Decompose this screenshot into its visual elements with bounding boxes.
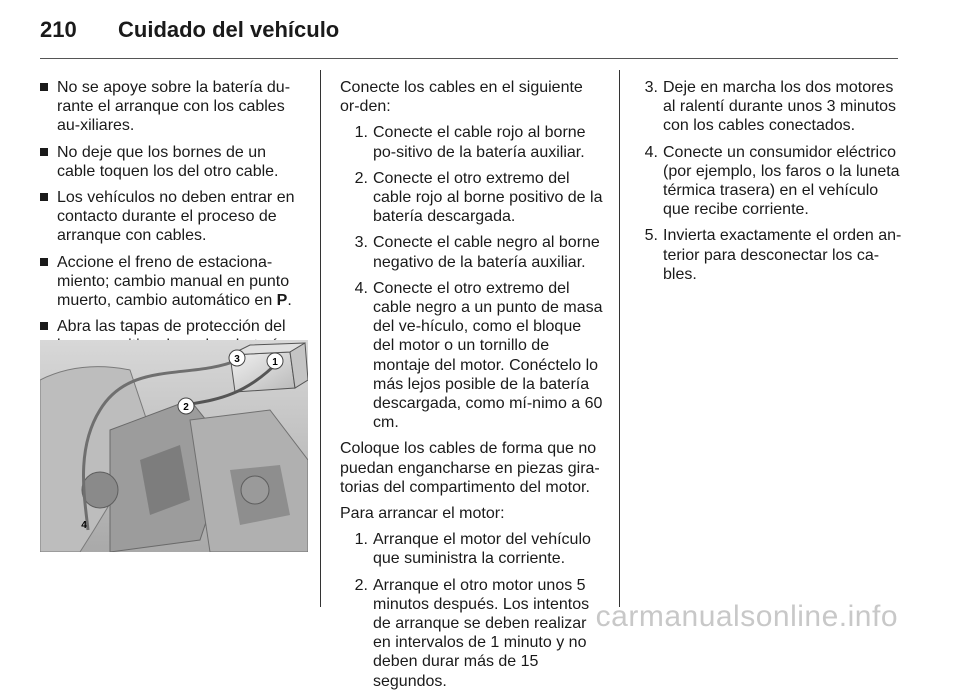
bullet-item: Accione el freno de estaciona-miento; cambio manual en punto muerto, cambio automático en P. <box>40 253 308 311</box>
column-3 <box>638 78 906 291</box>
list-item: 5. Invierta exactamente el orden an-terior para desconectar los ca-bles. <box>644 227 902 283</box>
bullet-item: Abra las tapas de protección del <box>40 317 308 355</box>
figure-marker-4 <box>81 520 87 531</box>
list-item: 1. Conecte el cable rojo al borne po-sitivo de la batería auxiliar. <box>354 124 586 161</box>
list-item: 2. Conecte el otro extremo del cable rojo al borne positivo de la batería descargada. <box>354 169 603 226</box>
list-item: 3. Deje en marcha los dos motores al ralentí durante unos 3 minutos con los cables conectados. <box>644 79 897 135</box>
bullet-square-icon <box>40 258 48 266</box>
column-1 <box>40 78 308 363</box>
list-item: 2. Arranque el otro motor unos 5 minutos después. Los intentos de arranque se deben realizar en intervalos de 1 minuto y no deben durar más de 15 segundos. <box>354 576 590 690</box>
list-item: 4. Conecte el otro extremo del cable negro a un punto de masa del ve-hículo, como el bloque del motor o un tornillo de montaje del motor. Conéctelo lo más lejos posible de la batería descargada, como mí-nimo a 60 cm. <box>354 279 603 432</box>
start-steps <box>340 530 605 691</box>
column-divider-2 <box>619 70 620 607</box>
list-item: 4. Conecte un consumidor eléctrico (por ejemplo, los faros o la luneta térmica trasera) en el vehículo que recibe corriente. <box>644 143 900 219</box>
figure-marker-3 <box>229 350 245 366</box>
bullet-item: No se apoye sobre la batería du-rante el arranque con los cables au-xiliares. <box>40 78 308 136</box>
engine-bay-drawing <box>40 340 308 552</box>
watermark: carmanualsonline.info <box>595 600 898 633</box>
gear-p: P <box>276 292 288 310</box>
page-number: 210 <box>40 17 77 42</box>
column-divider-1 <box>320 70 321 607</box>
figure-marker-1 <box>267 353 283 369</box>
svg-text:2: 2 <box>183 402 189 413</box>
bullet-item: Los vehículos no deben entrar en contacto durante el proceso de arranque con cables. <box>40 188 308 246</box>
list-item: 3. Conecte el cable negro al borne negativo de la batería auxiliar. <box>354 234 600 271</box>
start-engine-intro: Para arrancar el motor: <box>340 505 505 523</box>
bullet-square-icon <box>40 193 48 201</box>
bullet-square-icon <box>40 322 48 330</box>
page-header <box>40 10 339 50</box>
svg-text:1: 1 <box>272 357 278 368</box>
svg-text:3: 3 <box>234 354 240 365</box>
column-2 <box>340 78 605 698</box>
svg-text:4: 4 <box>81 520 87 531</box>
cable-placement-paragraph: Coloque los cables de forma que no puedan engancharse en piezas gira-torias del compartimento del motor. <box>340 440 600 496</box>
connection-steps <box>340 123 605 432</box>
bullet-square-icon <box>40 83 48 91</box>
continuation-steps <box>638 78 906 284</box>
page-title: Cuidado del vehículo <box>118 17 340 42</box>
figure-marker-2 <box>178 398 194 414</box>
bullet-square-icon <box>40 148 48 156</box>
bullet-item: No deje que los bornes de un cable toquen los del otro cable. <box>40 143 308 181</box>
header-rule <box>40 58 898 59</box>
list-item: 1. Arranque el motor del vehículo que suministra la corriente. <box>354 531 591 568</box>
connection-intro: Conecte los cables en el siguiente or-den: <box>340 79 583 116</box>
engine-jump-start-illustration <box>40 340 308 552</box>
